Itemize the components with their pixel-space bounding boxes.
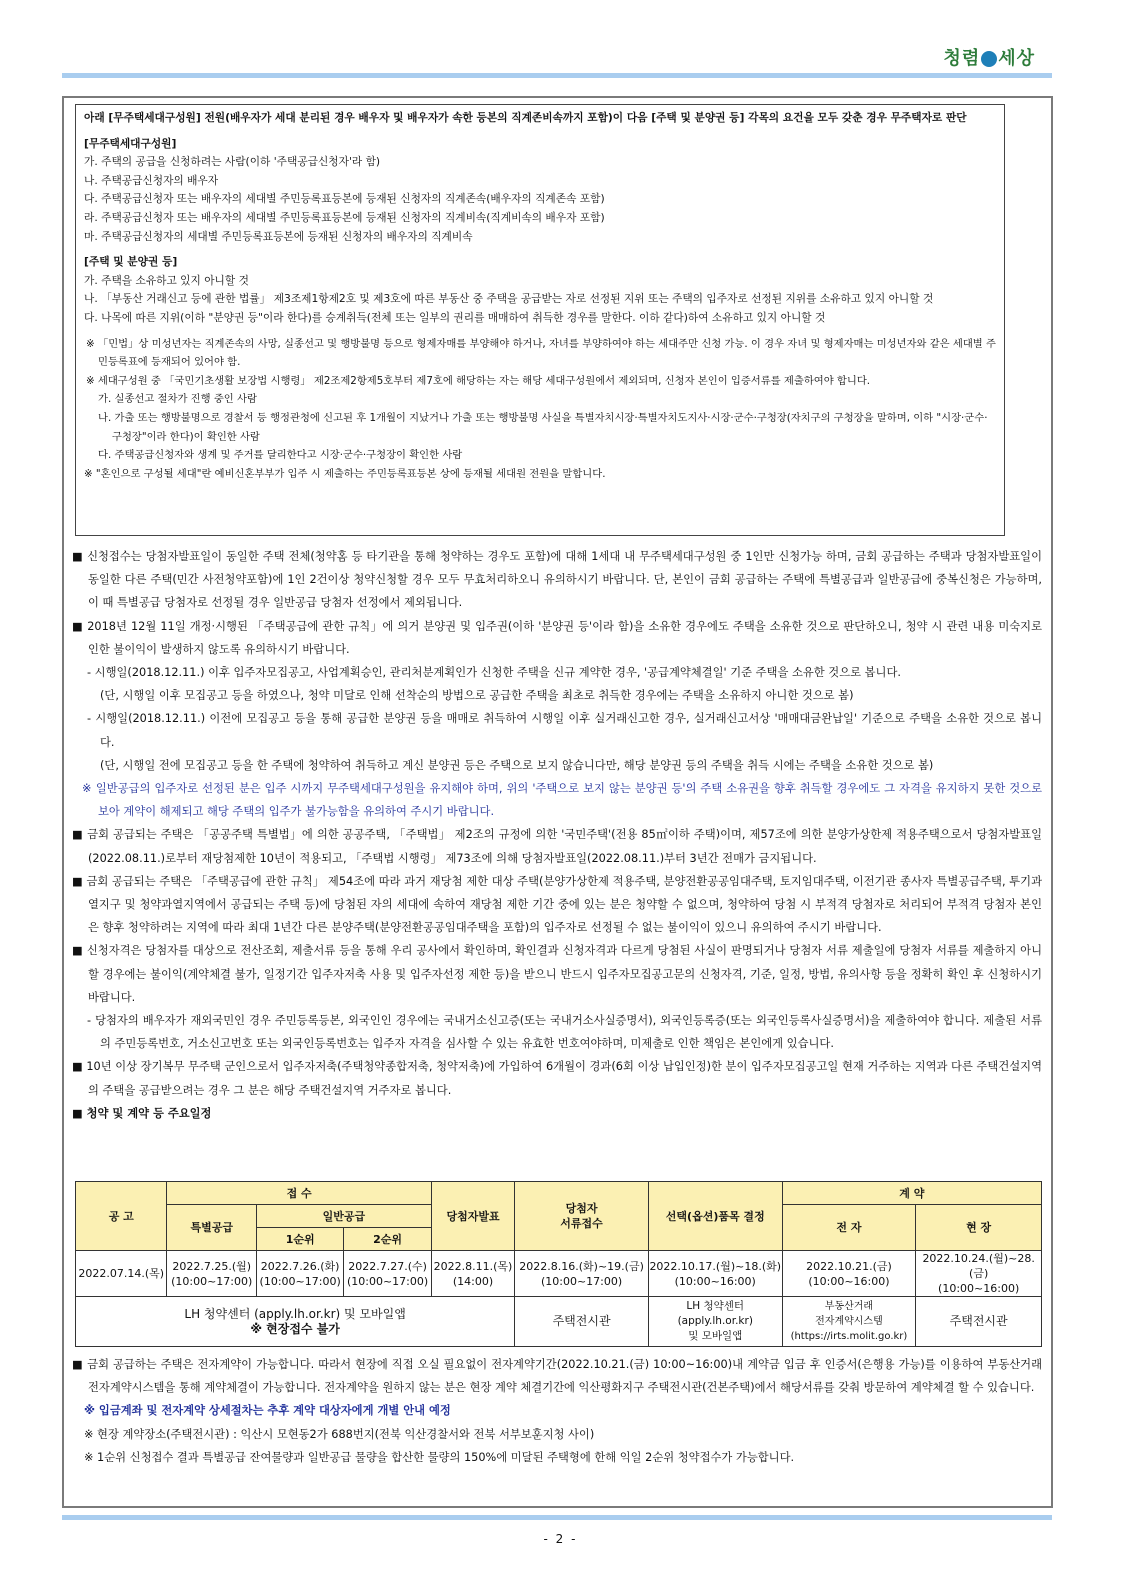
- table-cell: 2022.7.26.(화) (10:00~17:00): [256, 1251, 343, 1297]
- table-cell: LH 청약센터(apply.lh.or.kr) 및 모바일앱: [648, 1297, 782, 1347]
- table-cell: 2022.10.21.(금) (10:00~16:00): [782, 1251, 916, 1297]
- table-cell: 2022.7.25.(월) (10:00~17:00): [167, 1251, 256, 1297]
- paragraph: (단, 시행일 전에 모집공고 등을 한 주택에 청약하여 취득하고 계신 분양권 등은 주택으로 보지 않습니다만, 해당 분양권 등의 주택을 취득 시에는 주택을 소유한 것으로 봄): [100, 758, 934, 772]
- schedule-table: [75, 1181, 1042, 1347]
- note: 가. 실종선고 절차가 진행 중인 사람: [98, 393, 257, 406]
- section-heading: ■ 청약 및 계약 등 주요일정: [72, 1106, 212, 1120]
- header-winner: 당첨자발표: [431, 1182, 514, 1251]
- header-receipt: 접 수: [167, 1182, 431, 1205]
- table-cell: 2022.10.17.(월)~18.(화) (10:00~16:00): [648, 1251, 782, 1297]
- table-cell: 부동산거래 전자계약시스템 (https://irts.molit.go.kr): [782, 1297, 916, 1347]
- header-rank2: 2순위: [344, 1228, 431, 1251]
- paragraph: ■ 금회 공급하는 주택은 전자계약이 가능합니다. 따라서 현장에 직접 오실 필요없이 전자계약기간(2022.10.21.(금) 10:00~16:00)내 계약금 입금 후 인증서(은행용 가능)를 이용하여 부동산거래 전자계약시스템을 통해 계약체결이 가능합니다. 전자계약을 원하지 않는 분은 현장 계약 체결기간에 익산평화지구 주택전시관(건본주택)에서 해당서류를 갖춰 방문하여 계약체결 할 수 있습니다.: [72, 1358, 1042, 1395]
- note: ※ 세대구성원 중 「국민기초생활 보장법 시행령」 제2조제2항제5호부터 제7호에 해당하는 자는 해당 세대구성원에서 제외되며, 신청자 본인이 입증서류를 제출하여야 합니다.: [86, 374, 871, 387]
- table-cell: 2022.8.11.(목) (14:00): [431, 1251, 514, 1297]
- definition-box: [75, 104, 1005, 536]
- notice-note: ※ 현장 계약장소(주택전시관) : 익산시 모현동2가 688번지(전북 익산경찰서와 전북 서부보훈지청 사이): [84, 1427, 595, 1441]
- table-cell: 주택전시관: [515, 1297, 649, 1347]
- header-notice: 공 고: [76, 1182, 167, 1251]
- contract-notice: [72, 1353, 1042, 1469]
- paragraph: - 시행일(2018.12.11.) 이후 입주자모집공고, 사업계획승인, 관리처분계획인가 신청한 주택을 신규 계약한 경우, '공급계약체결일' 기준 주택을 소유한 것으로 봅니다.: [87, 666, 901, 680]
- section-title: [무주택세대구성원]: [84, 136, 177, 150]
- top-rule: [62, 73, 1052, 78]
- paragraph: ■ 10년 이상 장기복무 무주택 군인으로서 입주자저축(주택청약종합저축, 청약저축)에 가입하여 6개월이 경과(6회 이상 납입인정)한 분이 입주자모집공고일 현재 거주하는 지역과 다른 주택건설지역의 주택을 공급받으려는 경우 그 분은 해당 주택건설지역 거주자로 봅니다.: [72, 1060, 1042, 1097]
- header-general: 일반공급: [256, 1205, 431, 1228]
- note: 다. 주택공급신청자와 생계 및 주거를 달리한다고 시장·군수·구청장이 확인한 사람: [98, 449, 463, 462]
- note: 나. 가출 또는 행방불명으로 경찰서 등 행정관청에 신고된 후 1개월이 지났거나 가출 또는 행방불명 사실을 특별자치시장·특별자치도지사·시장·군수·구청장(자치구의 구청장을 말하며, 이하 "시장·군수·구청장"이라 한다)이 확인한 사람: [98, 411, 988, 443]
- apply-place-note: ※ 현장접수 불가: [250, 1321, 340, 1336]
- note: ※ "혼인으로 구성될 세대"란 예비신혼부부가 입주 시 제출하는 주민등록표등본 상에 등재될 세대원 전원을 말합니다.: [84, 467, 606, 480]
- header-rank1: 1순위: [256, 1228, 343, 1251]
- section-title: [주택 및 분양권 등]: [84, 255, 178, 269]
- note: ※ 「민법」상 미성년자는 직계존속의 사망, 실종선고 및 행방불명 등으로 형제자매를 부양해야 하거나, 자녀를 부양하여야 하는 세대주만 신청 가능. 이 경우 자녀 및 형제자매는 미성년자와 같은 세대별 주민등록표에 등재되어 있어야 함.: [86, 337, 996, 369]
- header-special: 특별공급: [167, 1205, 256, 1251]
- list-item: 나. 「부동산 거래신고 등에 관한 법률」 제3조제1항제2호 및 제3호에 따른 부동산 중 주택을 공급받는 자로 선정된 지위 또는 주택의 입주자로 선정된 지위를 소유하고 있지 아니할 것: [84, 292, 934, 306]
- list-item: 다. 주택공급신청자 또는 배우자의 세대별 주민등록표등본에 등재된 신청자의 직계존속(배우자의 직계존속 포함): [84, 192, 605, 206]
- header-option: 선택(옵션)품목 결정: [648, 1182, 782, 1251]
- page-number: - 2 -: [543, 1532, 578, 1546]
- table-cell: 2022.7.27.(수) (10:00~17:00): [344, 1251, 431, 1297]
- paragraph: ■ 신청접수는 당첨자발표일이 동일한 주택 전체(청약홈 등 타기관을 통해 청약하는 경우도 포함)에 대해 1세대 내 무주택세대구성원 중 1인만 신청가능 하며, 금회 공급하는 주택과 당첨자발표일이 동일한 다른 주택(민간 사전청약포함)에 1인 2건이상 청약신청할 경우 모두 무효처리하오니 유의하시기 바랍니다. 단, 본인이 금회 공급하는 주택에 특별공급과 일반공급에 중복신청은 가능하며, 이 때 특별공급 당첨자로 선정될 경우 일반공급 당첨자 선정에서 제외됩니다.: [72, 550, 1042, 610]
- list-item: 마. 주택공급신청자의 세대별 주민등록표등본에 등재된 신청자의 배우자의 직계비속: [84, 229, 473, 243]
- bottom-rule: [62, 1515, 1052, 1520]
- table-cell-apply-place: [76, 1297, 515, 1347]
- header-onsite: 현 장: [916, 1205, 1042, 1251]
- paragraph: - 시행일(2018.12.11.) 이전에 모집공고 등을 통해 공급한 분양권 등을 매매로 취득하여 시행일 이후 실거래신고한 경우, 실거래신고서상 '매매대금완납일' 기준으로 주택을 소유한 것으로 봅니다.: [87, 712, 1042, 749]
- box-intro: 아래 [무주택세대구성원] 전원(배우자가 세대 분리된 경우 배우자 및 배우자가 속한 등본의 직계존비속까지 포함)이 다음 [주택 및 분양권 등] 각목의 요건을 모두 갖춘 경우 무주택자로 판단: [84, 111, 967, 124]
- notice-body: [72, 545, 1042, 1125]
- header-electronic: 전 자: [782, 1205, 916, 1251]
- paragraph: ■ 2018년 12월 11일 개정·시행된 「주택공급에 관한 규칙」에 의거 분양권 및 입주권(이하 '분양권 등'이라 함)을 소유한 경우에도 주택을 소유한 것으로 판단하오니, 청약 시 관련 내용 미숙지로 인한 불이익이 발생하지 않도록 유의하시기 바랍니다.: [72, 619, 1042, 656]
- header-contract: 계 약: [782, 1182, 1041, 1205]
- list-item: 라. 주택공급신청자 또는 배우자의 세대별 주민등록표등본에 등재된 신청자의 직계비속(직계비속의 배우자 포함): [84, 210, 605, 224]
- logo-circle-icon: [981, 51, 997, 67]
- notice-note: ※ 입금계좌 및 전자계약 상세절차는 추후 계약 대상자에게 개별 안내 예정: [84, 1404, 451, 1418]
- paragraph: ■ 금회 공급되는 주택은 「공공주택 특별법」에 의한 공공주택, 「주택법」 제2조의 규정에 의한 '국민주택'(전용 85㎡이하 주택)이며, 제57조에 의한 분양가상한제 적용주택으로서 당첨자발표일(2022.08.11.)로부터 재당첨제한 10년이 적용되고, 「주택법 시행령」 제73조에 의해 당첨자발표일(2022.08.11.)부터 3년간 전매가 금지됩니다.: [72, 828, 1042, 865]
- list-item: 다. 나목에 따른 지위(이하 "분양권 등"이라 한다)를 승계취득(전체 또는 일부의 권리를 매매하여 취득한 경우를 말한다. 이하 같다)하여 소유하고 있지 아니할 것: [84, 310, 826, 324]
- paragraph: ■ 신청자격은 당첨자를 대상으로 전산조회, 제출서류 등을 통해 우리 공사에서 확인하며, 확인결과 신청자격과 다르게 당첨된 사실이 판명되거나 당첨자 서류 제출일에 당첨자 서류를 제출하지 아니할 경우에는 불이익(계약체결 불가, 일정기간 입주자저축 사용 및 입주자선정 제한 등)을 받으니 반드시 입주자모집공고문의 신청자격, 기준, 일정, 방법, 유의사항 등을 정확히 확인 후 신청하시기 바랍니다.: [72, 944, 1042, 1004]
- table-cell: 2022.07.14.(목): [76, 1251, 167, 1297]
- table-cell: 2022.8.16.(화)~19.(금) (10:00~17:00): [515, 1251, 649, 1297]
- list-item: 나. 주택공급신청자의 배우자: [84, 173, 219, 187]
- paragraph: - 당첨자의 배우자가 재외국민인 경우 주민등록등본, 외국인인 경우에는 국내거소신고증(또는 국내거소사실증명서), 외국인등록증(또는 외국인등록사실증명서)을 제출하여야 합니다. 제출된 서류의 주민등록번호, 거소신고번호 또는 외국인등록번호는 입주자 자격을 심사할 수 있는 유효한 번호여야하며, 미제출로 인한 책임은 본인에게 있습니다.: [87, 1014, 1042, 1051]
- logo: 청렴 세상: [943, 48, 1035, 69]
- header-docs: 당첨자 서류접수: [515, 1182, 649, 1251]
- table-cell: 2022.10.24.(월)~28.(금) (10:00~16:00): [916, 1251, 1042, 1297]
- table-cell: 주택전시관: [916, 1297, 1042, 1347]
- paragraph: (단, 시행일 이후 모집공고 등을 하였으나, 청약 미달로 인해 선착순의 방법으로 공급한 주택을 최초로 취득한 경우에는 주택을 소유하지 아니한 것으로 봄): [100, 689, 854, 703]
- apply-place: LH 청약센터 (apply.lh.or.kr) 및 모바일앱: [184, 1306, 406, 1321]
- list-item: 가. 주택을 소유하고 있지 아니할 것: [84, 273, 249, 287]
- list-item: 가. 주택의 공급을 신청하려는 사람(이하 '주택공급신청자'라 함): [84, 155, 381, 169]
- notice-note: ※ 일반공급의 입주자로 선정된 분은 입주 시까지 무주택세대구성원을 유지해야 하며, 위의 '주택으로 보지 않는 분양권 등'의 주택 소유권을 향후 취득할 경우에도 그 자격을 유지하지 못한 것으로 보아 계약이 해제되고 해당 주택의 입주가 불가능함을 유의하여 주시기 바랍니다.: [82, 782, 1042, 819]
- notice-note: ※ 1순위 신청접수 결과 특별공급 잔여물량과 일반공급 물량을 합산한 물량의 150%에 미달된 주택형에 한해 익일 2순위 청약접수가 가능합니다.: [84, 1450, 795, 1464]
- paragraph: ■ 금회 공급되는 주택은 「주택공급에 관한 규칙」 제54조에 따라 과거 재당첨 제한 대상 주택(분양가상한제 적용주택, 분양전환공공임대주택, 토지임대주택, 이전기관 종사자 특별공급주택, 투기과열지구 및 청약과열지역에서 공급되는 주택 등)에 당첨된 자의 세대에 속하여 재당첨 제한 기간 중에 있는 분은 청약할 수 없으며, 청약하여 당첨 시 부적격 당첨자로 처리되어 부적격 당첨자 본인은 향후 청약하려는 지역에 따라 최대 1년간 다른 분양주택(분양전환공공임대주택을 포함)의 입주자로 선정될 수 없는 불이익이 있으니 유의하여 주시기 바랍니다.: [72, 874, 1042, 935]
